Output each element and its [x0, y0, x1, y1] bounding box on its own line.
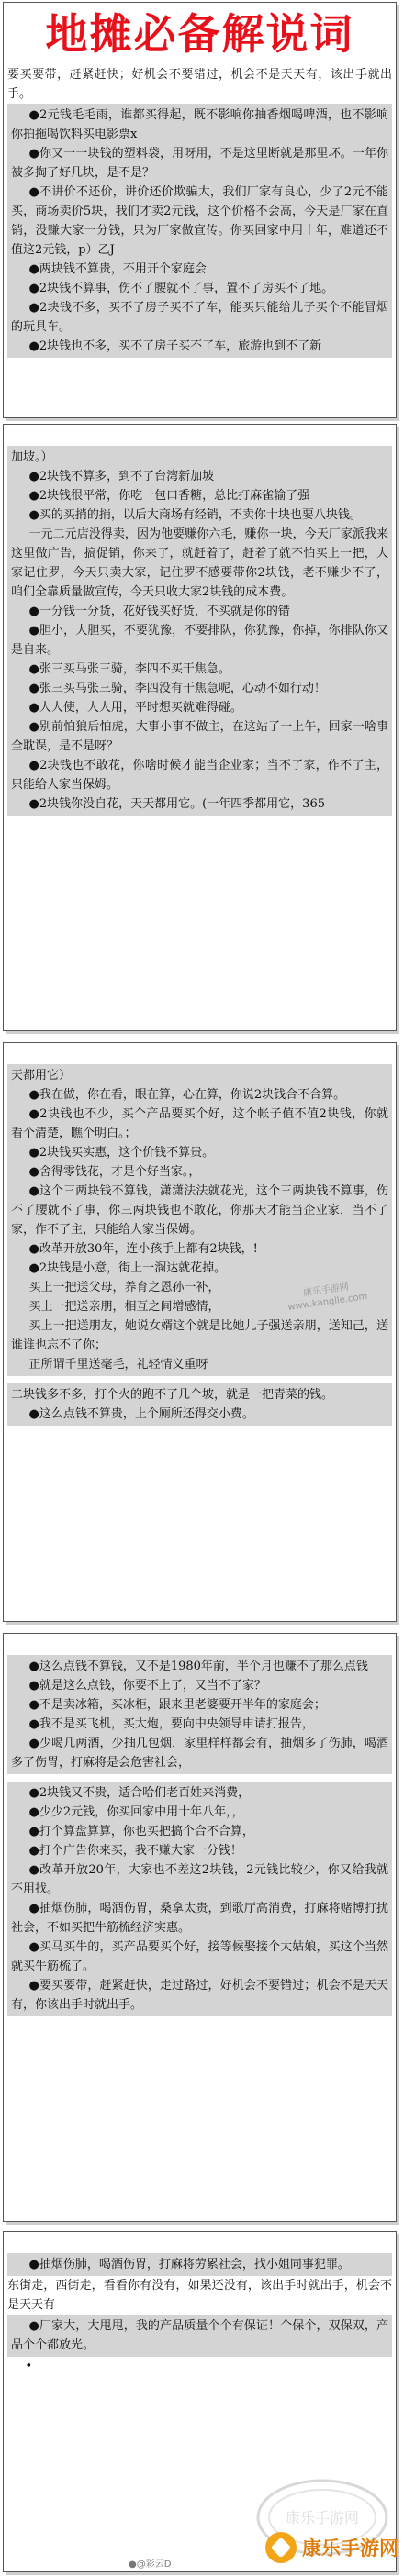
- list-item: ●就是这么点钱，你要不上了，又当不了家？: [28, 1679, 266, 1693]
- highlight-block: [7, 1782, 392, 2016]
- document-page-2: [3, 424, 397, 1031]
- list-item: ●2块钱不算事，伤不了腰就不了事，置不了房买不了地。: [28, 282, 334, 295]
- list-item: ●我不是买飞机，买大炮，要向中央领导申请打报告，: [28, 1717, 314, 1731]
- list-item: ●张三买马张三骑，李四不买干焦急。: [28, 662, 230, 676]
- highlight-block: [7, 2315, 392, 2357]
- highlight-block: [7, 104, 392, 358]
- list-item: ●2块钱很平常，你吃一包口香糖，总比打麻雀输了强: [28, 489, 310, 503]
- list-item: ●抽烟伤肺，喝酒伤胃，打麻将劳累社会，找小姐同事犯罪。: [28, 2258, 350, 2271]
- list-item: 买上一把送朋友，她说女婿这个就是比她儿子强送亲朋，送知己，送谁谁也忘不了你；: [11, 1319, 388, 1352]
- list-item: ●打个算盘算算，你也买把搞个合不合算，: [28, 1825, 254, 1838]
- list-item: ●一分钱一分货，花好钱买好货，不买就是你的错: [28, 605, 290, 618]
- logo-icon: [265, 2532, 297, 2563]
- highlight-block: [7, 1064, 392, 1376]
- list-item: ●少喝几两酒，少抽几包烟，家里样样都会有，抽烟多了伤肺，喝酒多了伤胃，打麻将是会危害社会，: [11, 1737, 388, 1770]
- list-item: ●改革开放30年，连小孩手上都有2块钱，!: [28, 1242, 258, 1256]
- list-item: ●买的买捎的捎，以后大商场有经销，不卖你十块也要八块钱。: [28, 508, 362, 522]
- list-item: ●2块钱也不少，买个产品要买个好，这个帐子值不值2块钱，你就看个清楚，瞧个明白。；: [11, 1107, 388, 1140]
- list-item: ●人人使，人人用，平时想买就难得碰。: [28, 701, 242, 715]
- list-item: ●这个三两块钱不算钱，潇潇法法就花光，这个三两块钱不算事，伤不了腰就不了事，你三两块钱也不敢花，你那天才能当企业家，当不了家，作不了主，只能给人家当保姆。: [11, 1184, 388, 1237]
- list-item: ●不是卖冰箱，买冰柜，跟来里老婆要开半年的家庭会；: [28, 1698, 326, 1712]
- list-item: ●厂家大，大甩甩，我的产品质量个个有保证！个保个，双保双，产品个个都放光。: [11, 2319, 388, 2352]
- highlight-block: [7, 2253, 392, 2276]
- list-item: 东街走，西街走，看看你有没有，如果还没有，该出手时就出手，机会不是天天有: [7, 2279, 392, 2312]
- list-item: ●不讲价不还价，讲价还价欺骗大，我们厂家有良心，少了2元不能买，商场卖价5块，我们才卖2元钱，这个价格不会高，今天是厂家在直销，没赚大家一分钱，只为厂家做宣传。你买回家中用十年，难道还不值这2元钱，p）乙J: [11, 185, 388, 257]
- list-item: ●2块钱不多，买不了房子买不了车，能买只能给儿子买个不能冒烟的玩具车。: [11, 301, 388, 334]
- list-item: ●我在做，你在看，眼在算，心在算，你说2块钱合不合算。: [28, 1088, 346, 1102]
- document-page-4: [3, 1633, 397, 2222]
- list-item: 买上一把送父母，养育之恩孙一补，: [28, 1281, 220, 1294]
- highlight-block: [7, 1383, 392, 1426]
- list-item: ●2块钱是小意，街上一溜达就花掉。: [28, 1261, 227, 1275]
- list-item: ●2块钱也不敢花，你啥时候才能当企业家；当不了家，作不了主，只能给人家当保姆。: [11, 759, 388, 792]
- document-page-3: [3, 1042, 397, 1622]
- list-item: ●买马买牛的，买产品要买个好，接等候娶接个大姑娘，买这个当然就买牛筋梳了。: [11, 1940, 388, 1973]
- list-item: ●2块钱又不贵，适合哈们老百姓来消费，: [28, 1786, 251, 1800]
- list-item: ●别前怕狼后怕虎，大事小事不做主，在这站了一上午，回家一啥事全耽误，是不是呀？: [11, 720, 388, 753]
- list-item: ●抽烟伤肺，喝酒伤胃，桑拿太贵，到歌厅高消费，打麻将赌博打扰社会，不如买把牛筋梳经济实惠。: [11, 1902, 388, 1935]
- seal-text: 康乐手游网: [285, 2509, 360, 2526]
- list-item: 正所谓千里送毫毛，礼轻情义重呀: [28, 1358, 208, 1371]
- list-item: ●两块钱不算贵，不用开个家庭会: [28, 262, 207, 276]
- highlight-block: [7, 446, 392, 816]
- list-item: 二块钱多不多，打个火的跑不了几个坡，就是一把青菜的钱。: [11, 1388, 334, 1402]
- list-item: ●2块钱也不多，买不了房子买不了车，旅游也到不了新: [28, 339, 322, 353]
- list-item: ●少少2元钱，你买回家中用十年八年，，: [28, 1805, 244, 1819]
- list-item: ●要买要带，赶紧赶快，走过路过，好机会不要错过；机会不是天天有，你该出手时就出手。: [11, 1979, 388, 2012]
- watermark-text: 康乐手游网 www.kanglle.com: [286, 1282, 368, 1313]
- list-item: ●你又一一块钱的塑料袋，用呀用，不是这里断就是那里坏。一年你被多掏了好几块，是不是？: [11, 147, 388, 180]
- list-item: 买上一把送亲朋，相互之间增感情，: [28, 1300, 220, 1314]
- list-item: ●这么点钱不算钱，又不是1980年前，半个月也赚不了那么点钱: [28, 1660, 368, 1673]
- list-item: 天都用它）: [11, 1069, 72, 1083]
- list-item: ●胆小，大胆买，不要犹豫，不要排队，你犹豫，你掉，你排队你又是自来。: [11, 624, 388, 657]
- list-item: •: [25, 2359, 33, 2373]
- list-item: ●2元钱毛毛雨，谁都买得起，既不影响你抽香烟喝啤酒，也不影响你拍拖喝饮料买电影票x: [11, 108, 388, 141]
- list-item: 一元二元店没得卖，因为他要赚你六毛，赚你一块，今天厂家派我来这里做广告，搞促销，你来了，就赶着了，赶着了就不怕买上一把，大家记住罗，今天只卖大家，记住罗不感要带你2块钱，老不赚少不了，咱们全靠质量做宣传，今天只收大家2块钱的成本费。: [11, 527, 388, 599]
- logo-text: 康乐手游网: [302, 2537, 398, 2559]
- site-logo[interactable]: [252, 2528, 398, 2567]
- list-item: ●舍得零钱花，才是个好当家。，: [28, 1165, 201, 1179]
- list-item: ●张三买马张三骑，李四没有干焦急呢，心动不如行动！: [28, 682, 326, 695]
- author-credit: ●@彩云D: [129, 2559, 172, 2570]
- list-item: 加坡。）: [11, 450, 53, 464]
- page-title: 地摊必备解说词: [45, 9, 354, 59]
- highlight-block: [7, 1655, 392, 1774]
- list-item: ●2块钱你没自花，天天都用它。(一年四季都用它，365: [28, 797, 325, 811]
- list-item: ●2块钱不算多，到不了台湾新加坡: [28, 470, 215, 483]
- intro-paragraph: 要买要带，赶紧赶快；好机会不要错过，机会不是天天有，该出手就出手。: [7, 68, 392, 101]
- list-item: ●改革开放20年，大家也不差这2块钱，2元钱比较少，你又给我就不用找。: [11, 1863, 388, 1896]
- list-item: ●2块钱买实惠，这个价钱不算贵。: [28, 1146, 215, 1160]
- document-page-1: [3, 2, 397, 418]
- list-item: ●这么点钱不算贵，上个厕所还得交小费。: [28, 1407, 254, 1421]
- list-item: ●打个广告你来买，我不赚大家一分钱！: [28, 1844, 242, 1858]
